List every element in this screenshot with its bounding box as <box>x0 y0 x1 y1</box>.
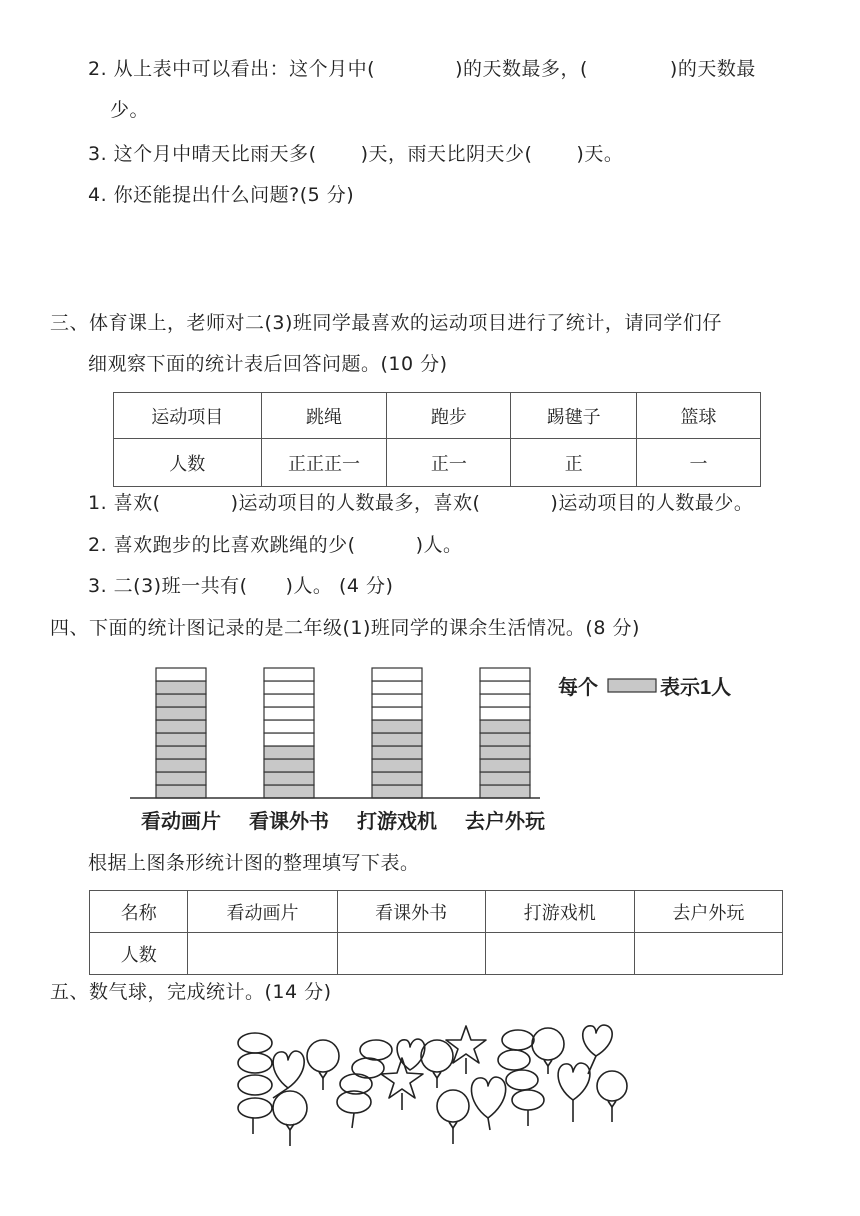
q2-item3: 3. 这个月中晴天比雨天多( )天，雨天比阴天少( )天。 <box>88 143 624 165</box>
bar-cell-filled <box>264 759 314 772</box>
table-row <box>114 439 761 487</box>
legend-suffix: 表示1人 <box>660 677 732 699</box>
q5-heading: 五、数气球，完成统计。(14 分) <box>50 981 332 1003</box>
round-balloon <box>437 1090 469 1144</box>
bar-cell-filled <box>156 720 206 733</box>
table-header-row <box>114 393 761 439</box>
bar-cell-empty <box>156 668 206 681</box>
table-header-cell: 跑步 <box>387 393 511 439</box>
table-header-cell: 篮球 <box>637 393 761 439</box>
bar-cell-filled <box>156 772 206 785</box>
q3-heading-line2: 细观察下面的统计表后回答问题。(10 分) <box>88 353 448 375</box>
table-cell: 正 <box>511 439 637 487</box>
answer-cell[interactable] <box>485 933 634 975</box>
bar-cell-empty <box>372 707 422 720</box>
sports-tally-table <box>113 392 761 487</box>
bar-cell-filled <box>156 746 206 759</box>
bar-cell-empty <box>264 681 314 694</box>
table-cell: 一 <box>637 439 761 487</box>
bar-cell-empty <box>264 694 314 707</box>
category-label: 去户外玩 <box>465 809 545 833</box>
q2-item2-continued: 少。 <box>110 99 150 121</box>
bar-cell-filled <box>156 694 206 707</box>
q4-heading: 四、下面的统计图记录的是二年级(1)班同学的课余生活情况。(8 分) <box>50 617 640 639</box>
table-cell: 人数 <box>90 933 188 975</box>
bar-cell-filled <box>156 759 206 772</box>
table-cell: 正一 <box>387 439 511 487</box>
round-balloon <box>421 1040 453 1088</box>
bar-cell-filled <box>372 720 422 733</box>
bar-cell-filled <box>480 772 530 785</box>
activity-bar-chart <box>130 658 770 838</box>
bar-cell-filled <box>372 759 422 772</box>
round-balloon <box>597 1071 627 1122</box>
bar-cell-filled <box>480 746 530 759</box>
bar-cell-filled <box>372 746 422 759</box>
bars-group <box>156 668 530 798</box>
bar-cell-filled <box>264 785 314 798</box>
bar-cell-empty <box>372 681 422 694</box>
bar-cell-empty <box>264 707 314 720</box>
table-header-cell: 名称 <box>90 891 188 933</box>
bar-cell-filled <box>480 733 530 746</box>
bar-cell-empty <box>480 668 530 681</box>
answer-cell[interactable] <box>188 933 337 975</box>
bar-cell-empty <box>480 707 530 720</box>
legend-prefix: 每个 <box>558 677 598 699</box>
round-balloon <box>307 1040 339 1090</box>
q2-item4: 4. 你还能提出什么问题?(5 分) <box>88 184 355 206</box>
bar-cell-filled <box>480 720 530 733</box>
q4-instruction: 根据上图条形统计图的整理填写下表。 <box>88 852 420 874</box>
bar-cell-filled <box>264 772 314 785</box>
bar-cell-filled <box>156 785 206 798</box>
category-labels <box>141 809 545 833</box>
table-row <box>90 933 783 975</box>
table-header-row <box>90 891 783 933</box>
table-header-cell: 打游戏机 <box>485 891 634 933</box>
round-balloon <box>273 1091 307 1146</box>
table-header-cell: 踢毽子 <box>511 393 637 439</box>
bar-cell-empty <box>480 681 530 694</box>
oval-balloon-stack-right <box>498 1030 544 1126</box>
table-cell: 正正正一 <box>261 439 387 487</box>
bar-cell-empty <box>480 694 530 707</box>
activity-fill-table <box>89 890 783 975</box>
bar-cell-filled <box>372 785 422 798</box>
category-label: 打游戏机 <box>357 809 437 833</box>
answer-cell[interactable] <box>337 933 485 975</box>
table-header-cell: 看动画片 <box>188 891 337 933</box>
oval-balloon-stack-middle <box>337 1040 392 1128</box>
q3-item3: 3. 二(3)班一共有( )人。 (4 分) <box>88 575 394 597</box>
category-label: 看课外书 <box>249 809 329 833</box>
table-cell: 人数 <box>114 439 262 487</box>
balloons-picture <box>228 1018 628 1153</box>
category-label: 看动画片 <box>141 809 221 833</box>
q3-item2: 2. 喜欢跑步的比喜欢跳绳的少( )人。 <box>88 534 463 556</box>
table-header-cell: 去户外玩 <box>634 891 782 933</box>
bar-cell-empty <box>372 668 422 681</box>
bar-cell-filled <box>372 772 422 785</box>
round-balloon <box>532 1028 564 1074</box>
legend-swatch <box>608 679 656 692</box>
bar-cell-empty <box>264 720 314 733</box>
table-header-cell: 运动项目 <box>114 393 262 439</box>
bar-cell-filled <box>156 681 206 694</box>
bar-cell-filled <box>372 733 422 746</box>
bar-cell-empty <box>264 668 314 681</box>
bar-cell-filled <box>264 746 314 759</box>
bar-cell-empty <box>372 694 422 707</box>
q3-item1: 1. 喜欢( )运动项目的人数最多，喜欢( )运动项目的人数最少。 <box>88 492 754 514</box>
oval-balloon-stack-left <box>238 1033 272 1134</box>
bar-cell-filled <box>156 707 206 720</box>
table-header-cell: 跳绳 <box>261 393 387 439</box>
table-header-cell: 看课外书 <box>337 891 485 933</box>
heart-balloon <box>558 1063 590 1122</box>
bar-cell-filled <box>480 759 530 772</box>
answer-cell[interactable] <box>634 933 782 975</box>
bar-cell-empty <box>264 733 314 746</box>
bar-cell-filled <box>480 785 530 798</box>
bar-cell-filled <box>156 733 206 746</box>
q2-item2: 2. 从上表中可以看出：这个月中( )的天数最多，( )的天数最 <box>88 58 756 80</box>
heart-balloon <box>471 1077 505 1130</box>
q3-heading-line1: 三、体育课上，老师对二(3)班同学最喜欢的运动项目进行了统计，请同学们仔 <box>50 312 722 334</box>
